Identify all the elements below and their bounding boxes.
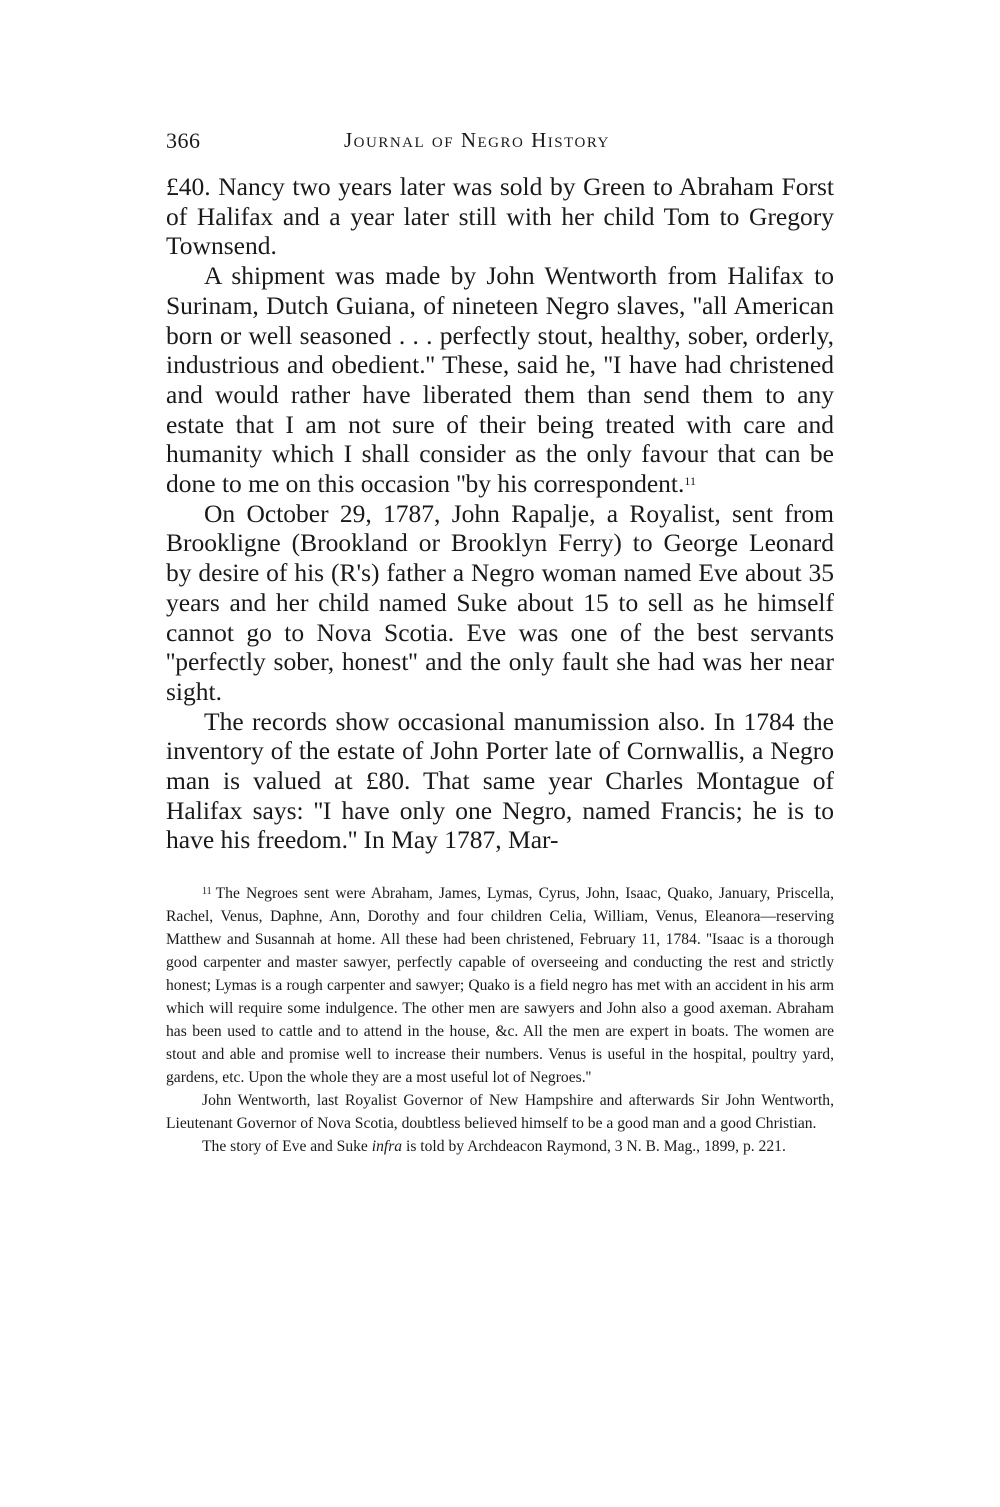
body-text — [166, 172, 834, 855]
footnote-2-text: John Wentworth, last Royalist Governor of New Hampshire and afterwards Sir John Wentworth, Lieutenant Governor of Nova Scotia, doubtless believed himself to be a good man and a good Christian. — [166, 1092, 834, 1132]
footnote-3 — [166, 1135, 834, 1158]
journal-title: Journal of Negro History — [344, 128, 610, 152]
page-number: 366 — [166, 128, 201, 153]
footnotes — [166, 882, 834, 1158]
footnote-2 — [166, 1089, 834, 1135]
footnote-3-text-start: The story of Eve and Suke — [202, 1138, 368, 1155]
footnote-3-italic: infra — [371, 1138, 403, 1155]
paragraph-2-text: A shipment was made by John Wentworth from Halifax to Surinam, Dutch Guiana, of nineteen Negro slaves, ''all American born or well seasoned . . . perfectly stout, healthy, sober, orderly, industrious and obedient.'' These, said he, ''I have had christened and would rather have liberated them than send them to any estate that I am not sure of their being treated with care and humanity which I shall consider as the only favour that can be done to me on this occasion ''by his correspondent. — [166, 261, 834, 499]
paragraph-3-text: On October 29, 1787, John Rapalje, a Royalist, sent from Brookligne (Brookland or Brooklyn Ferry) to George Leonard by desire of his (R's) father a Negro woman named Eve about 35 years and her child named Suke about 15 to sell as he himself cannot go to Nova Scotia. Eve was one of the best servants ''perfectly sober, honest'' and the only fault she had was her near sight. — [166, 498, 834, 706]
footnote-1-marker: 11 — [202, 886, 212, 897]
paragraph-2 — [166, 261, 834, 499]
paragraph-4-text: The records show occasional manumission also. In 1784 the inventory of the estate of John Porter late of Cornwallis, a Negro man is valued at £80. That same year Charles Montague of Halifax says: ''I have only one Negro, named Francis; he is to have his freedom.'' In May 1787, Mar- — [166, 706, 834, 855]
footnote-1-text: The Negroes sent were Abraham, James, Lymas, Cyrus, John, Isaac, Quako, January, Priscella, Rachel, Venus, Daphne, Ann, Dorothy and four children Celia, William, Venus, Eleanora—reserving Matthew and Susannah at home. All these had been christened, February 11, 1784. ''Isaac is a thorough good carpenter and master sawyer, perfectly capable of overseeing and conducting the rest and strictly honest; Lymas is a rough carpenter and sawyer; Quako is a field negro has met with an accident in his arm which will require some indulgence. The other men are sawyers and John also a good axeman. Abraham has been used to cattle and to attend in the house, &c. All the men are expert in boats. The women are stout and able and promise well to increase their numbers. Venus is useful in the hospital, poultry yard, gardens, etc. Upon the whole they are a most useful lot of Negroes.'' — [166, 885, 834, 1086]
running-head — [166, 128, 834, 158]
footnote-3-text-end: is told by Archdeacon Raymond, 3 N. B. Mag., 1899, p. 221. — [406, 1138, 786, 1155]
paragraph-4 — [166, 707, 834, 856]
footnote-reference: 11 — [684, 474, 696, 489]
footnote-1 — [166, 882, 834, 1089]
paragraph-1-text: £40. Nancy two years later was sold by Green to Abraham Forst of Halifax and a year later still with her child Tom to Gregory Townsend. — [166, 172, 834, 261]
paragraph-3 — [166, 499, 834, 707]
paragraph-1 — [166, 172, 834, 261]
